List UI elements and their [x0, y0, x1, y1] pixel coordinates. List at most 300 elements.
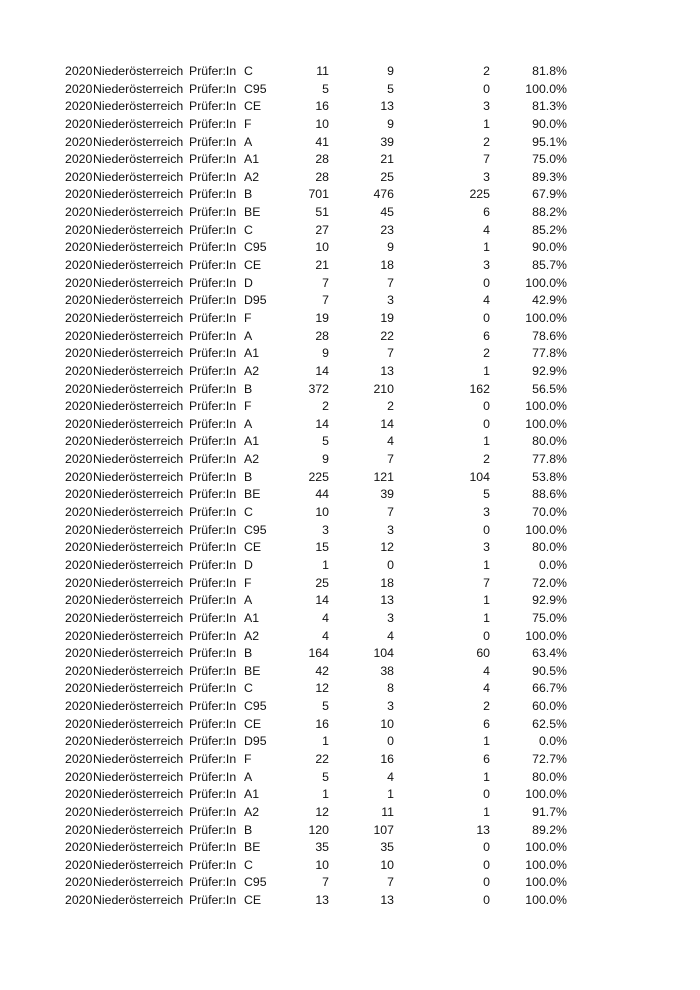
pass-rate-cell: 100.0%	[525, 310, 567, 325]
passed-cell: 45	[380, 205, 394, 220]
table-row	[0, 575, 700, 593]
total-cell: 10	[315, 240, 329, 255]
failed-cell: 1	[483, 593, 490, 608]
role-cell: Prüfer:In	[189, 699, 237, 714]
role-cell: Prüfer:In	[189, 593, 237, 608]
passed-cell: 16	[380, 751, 394, 766]
pass-rate-cell: 77.8%	[532, 346, 567, 361]
role-cell: Prüfer:In	[189, 681, 237, 696]
failed-cell: 1	[483, 557, 490, 572]
failed-cell: 2	[483, 346, 490, 361]
total-cell: 120	[308, 822, 329, 837]
region-cell: Niederösterreich	[93, 840, 184, 855]
total-cell: 25	[315, 575, 329, 590]
passed-cell: 3	[387, 610, 394, 625]
year-cell: 2020	[65, 310, 93, 325]
year-cell: 2020	[65, 505, 93, 520]
license-class-cell: A2	[244, 363, 260, 378]
pass-rate-cell: 72.0%	[532, 575, 567, 590]
pass-rate-cell: 100.0%	[525, 857, 567, 872]
table-row	[0, 839, 700, 857]
total-cell: 13	[315, 893, 329, 908]
license-class-cell: D95	[244, 293, 267, 308]
total-cell: 5	[322, 769, 329, 784]
year-cell: 2020	[65, 434, 93, 449]
year-cell: 2020	[65, 540, 93, 555]
total-cell: 16	[315, 716, 329, 731]
failed-cell: 2	[483, 699, 490, 714]
pass-rate-cell: 78.6%	[532, 328, 567, 343]
table-row	[0, 328, 700, 346]
passed-cell: 3	[387, 522, 394, 537]
role-cell: Prüfer:In	[189, 240, 237, 255]
region-cell: Niederösterreich	[93, 469, 184, 484]
pass-rate-cell: 53.8%	[532, 469, 567, 484]
failed-cell: 1	[483, 363, 490, 378]
pass-rate-cell: 92.9%	[532, 593, 567, 608]
table-row	[0, 769, 700, 787]
passed-cell: 38	[380, 663, 394, 678]
year-cell: 2020	[65, 81, 93, 96]
total-cell: 10	[315, 857, 329, 872]
passed-cell: 14	[380, 416, 394, 431]
passed-cell: 9	[387, 64, 394, 78]
passed-cell: 7	[387, 346, 394, 361]
role-cell: Prüfer:In	[189, 363, 237, 378]
role-cell: Prüfer:In	[189, 822, 237, 837]
role-cell: Prüfer:In	[189, 469, 237, 484]
role-cell: Prüfer:In	[189, 505, 237, 520]
license-class-cell: A	[244, 593, 253, 608]
pass-rate-cell: 90.5%	[532, 663, 567, 678]
pass-rate-cell: 100.0%	[525, 275, 567, 290]
license-class-cell: D95	[244, 734, 267, 749]
license-class-cell: F	[244, 751, 252, 766]
total-cell: 41	[315, 134, 329, 149]
passed-cell: 0	[387, 557, 394, 572]
total-cell: 5	[322, 434, 329, 449]
total-cell: 7	[322, 293, 329, 308]
role-cell: Prüfer:In	[189, 99, 237, 114]
year-cell: 2020	[65, 487, 93, 502]
table-row	[0, 81, 700, 99]
failed-cell: 1	[483, 434, 490, 449]
passed-cell: 39	[380, 134, 394, 149]
pass-rate-cell: 89.3%	[532, 169, 567, 184]
region-cell: Niederösterreich	[93, 575, 184, 590]
passed-cell: 12	[380, 540, 394, 555]
year-cell: 2020	[65, 751, 93, 766]
passed-cell: 476	[373, 187, 394, 202]
region-cell: Niederösterreich	[93, 169, 184, 184]
license-class-cell: B	[244, 822, 253, 837]
table-row	[0, 628, 700, 646]
table-row	[0, 522, 700, 540]
total-cell: 2	[322, 399, 329, 414]
table-row	[0, 857, 700, 875]
license-class-cell: BE	[244, 487, 261, 502]
failed-cell: 1	[483, 610, 490, 625]
role-cell: Prüfer:In	[189, 716, 237, 731]
role-cell: Prüfer:In	[189, 399, 237, 414]
license-class-cell: C95	[244, 699, 267, 714]
role-cell: Prüfer:In	[189, 328, 237, 343]
role-cell: Prüfer:In	[189, 416, 237, 431]
table-row	[0, 733, 700, 751]
total-cell: 16	[315, 99, 329, 114]
total-cell: 10	[315, 116, 329, 131]
passed-cell: 3	[387, 699, 394, 714]
year-cell: 2020	[65, 452, 93, 467]
total-cell: 11	[316, 64, 329, 78]
total-cell: 14	[315, 416, 329, 431]
table-row	[0, 186, 700, 204]
year-cell: 2020	[65, 346, 93, 361]
total-cell: 21	[315, 258, 329, 273]
passed-cell: 2	[387, 399, 394, 414]
pass-rate-cell: 0.0%	[538, 557, 567, 572]
total-cell: 14	[315, 593, 329, 608]
failed-cell: 5	[483, 487, 490, 502]
passed-cell: 4	[387, 769, 394, 784]
region-cell: Niederösterreich	[93, 328, 184, 343]
failed-cell: 2	[483, 134, 490, 149]
failed-cell: 0	[483, 399, 490, 414]
total-cell: 10	[315, 505, 329, 520]
table-row	[0, 204, 700, 222]
license-class-cell: F	[244, 310, 252, 325]
role-cell: Prüfer:In	[189, 540, 237, 555]
failed-cell: 4	[483, 293, 490, 308]
failed-cell: 3	[483, 169, 490, 184]
pass-rate-cell: 90.0%	[532, 240, 567, 255]
role-cell: Prüfer:In	[189, 64, 237, 78]
failed-cell: 1	[483, 734, 490, 749]
failed-cell: 0	[483, 416, 490, 431]
pass-rate-cell: 100.0%	[525, 893, 567, 908]
table-row	[0, 504, 700, 522]
total-cell: 19	[315, 310, 329, 325]
license-class-cell: A2	[244, 804, 260, 819]
region-cell: Niederösterreich	[93, 857, 184, 872]
passed-cell: 210	[373, 381, 394, 396]
license-class-cell: B	[244, 469, 253, 484]
total-cell: 5	[322, 699, 329, 714]
license-class-cell: CE	[244, 99, 262, 114]
license-class-cell: B	[244, 646, 253, 661]
passed-cell: 23	[380, 222, 394, 237]
license-class-cell: A	[244, 134, 253, 149]
total-cell: 15	[315, 540, 329, 555]
failed-cell: 104	[469, 469, 490, 484]
failed-cell: 1	[483, 240, 490, 255]
failed-cell: 0	[483, 81, 490, 96]
year-cell: 2020	[65, 822, 93, 837]
year-cell: 2020	[65, 99, 93, 114]
passed-cell: 7	[387, 505, 394, 520]
region-cell: Niederösterreich	[93, 540, 184, 555]
region-cell: Niederösterreich	[93, 187, 184, 202]
table-row	[0, 610, 700, 628]
pass-rate-cell: 0.0%	[538, 734, 567, 749]
pass-rate-cell: 66.7%	[532, 681, 567, 696]
license-class-cell: C95	[244, 875, 267, 890]
role-cell: Prüfer:In	[189, 169, 237, 184]
region-cell: Niederösterreich	[93, 681, 184, 696]
table-row	[0, 151, 700, 169]
license-class-cell: B	[244, 381, 253, 396]
passed-cell: 11	[381, 804, 394, 819]
region-cell: Niederösterreich	[93, 134, 184, 149]
table-row	[0, 239, 700, 257]
region-cell: Niederösterreich	[93, 787, 184, 802]
region-cell: Niederösterreich	[93, 240, 184, 255]
table-row	[0, 892, 700, 910]
failed-cell: 7	[483, 575, 490, 590]
year-cell: 2020	[65, 681, 93, 696]
license-class-cell: F	[244, 575, 252, 590]
year-cell: 2020	[65, 187, 93, 202]
pass-rate-cell: 100.0%	[525, 416, 567, 431]
year-cell: 2020	[65, 64, 93, 78]
table-row	[0, 822, 700, 840]
region-cell: Niederösterreich	[93, 381, 184, 396]
year-cell: 2020	[65, 769, 93, 784]
year-cell: 2020	[65, 557, 93, 572]
region-cell: Niederösterreich	[93, 593, 184, 608]
region-cell: Niederösterreich	[93, 505, 184, 520]
passed-cell: 13	[380, 363, 394, 378]
pass-rate-cell: 42.9%	[532, 293, 567, 308]
table-row	[0, 451, 700, 469]
pass-rate-cell: 88.2%	[532, 205, 567, 220]
license-class-cell: CE	[244, 258, 262, 273]
role-cell: Prüfer:In	[189, 205, 237, 220]
region-cell: Niederösterreich	[93, 522, 184, 537]
role-cell: Prüfer:In	[189, 787, 237, 802]
table-row	[0, 257, 700, 275]
role-cell: Prüfer:In	[189, 310, 237, 325]
role-cell: Prüfer:In	[189, 134, 237, 149]
passed-cell: 19	[380, 310, 394, 325]
year-cell: 2020	[65, 363, 93, 378]
region-cell: Niederösterreich	[93, 222, 184, 237]
year-cell: 2020	[65, 275, 93, 290]
pass-rate-cell: 100.0%	[525, 875, 567, 890]
year-cell: 2020	[65, 293, 93, 308]
license-class-cell: D	[244, 275, 253, 290]
failed-cell: 2	[483, 64, 490, 78]
pass-rate-cell: 70.0%	[532, 505, 567, 520]
failed-cell: 3	[483, 505, 490, 520]
total-cell: 7	[322, 875, 329, 890]
year-cell: 2020	[65, 840, 93, 855]
pass-rate-cell: 80.0%	[532, 540, 567, 555]
role-cell: Prüfer:In	[189, 522, 237, 537]
table-row	[0, 363, 700, 381]
role-cell: Prüfer:In	[189, 875, 237, 890]
license-class-cell: A1	[244, 434, 260, 449]
year-cell: 2020	[65, 716, 93, 731]
table-row	[0, 381, 700, 399]
role-cell: Prüfer:In	[189, 222, 237, 237]
table-row	[0, 680, 700, 698]
pass-rate-cell: 75.0%	[532, 152, 567, 167]
region-cell: Niederösterreich	[93, 416, 184, 431]
failed-cell: 1	[483, 769, 490, 784]
failed-cell: 0	[483, 840, 490, 855]
table-row	[0, 804, 700, 822]
region-cell: Niederösterreich	[93, 769, 184, 784]
license-class-cell: C95	[244, 522, 267, 537]
passed-cell: 9	[387, 116, 394, 131]
region-cell: Niederösterreich	[93, 293, 184, 308]
license-class-cell: C95	[244, 240, 267, 255]
total-cell: 225	[308, 469, 329, 484]
region-cell: Niederösterreich	[93, 716, 184, 731]
year-cell: 2020	[65, 381, 93, 396]
table-row	[0, 98, 700, 116]
license-class-cell: B	[244, 187, 253, 202]
failed-cell: 7	[483, 152, 490, 167]
region-cell: Niederösterreich	[93, 751, 184, 766]
failed-cell: 0	[483, 310, 490, 325]
role-cell: Prüfer:In	[189, 840, 237, 855]
year-cell: 2020	[65, 522, 93, 537]
license-class-cell: A1	[244, 152, 260, 167]
passed-cell: 18	[380, 258, 394, 273]
total-cell: 27	[315, 222, 329, 237]
region-cell: Niederösterreich	[93, 452, 184, 467]
year-cell: 2020	[65, 857, 93, 872]
license-class-cell: C	[244, 505, 253, 520]
pass-rate-cell: 91.7%	[532, 804, 567, 819]
region-cell: Niederösterreich	[93, 399, 184, 414]
role-cell: Prüfer:In	[189, 751, 237, 766]
region-cell: Niederösterreich	[93, 363, 184, 378]
total-cell: 9	[322, 452, 329, 467]
year-cell: 2020	[65, 646, 93, 661]
role-cell: Prüfer:In	[189, 152, 237, 167]
role-cell: Prüfer:In	[189, 857, 237, 872]
passed-cell: 39	[380, 487, 394, 502]
pass-rate-cell: 88.6%	[532, 487, 567, 502]
total-cell: 9	[322, 346, 329, 361]
failed-cell: 6	[483, 205, 490, 220]
table-row	[0, 416, 700, 434]
pass-rate-cell: 80.0%	[532, 769, 567, 784]
year-cell: 2020	[65, 734, 93, 749]
total-cell: 28	[315, 328, 329, 343]
passed-cell: 5	[387, 81, 394, 96]
table-row	[0, 557, 700, 575]
license-class-cell: A	[244, 769, 253, 784]
license-class-cell: A2	[244, 452, 260, 467]
license-class-cell: BE	[244, 840, 261, 855]
total-cell: 28	[315, 152, 329, 167]
region-cell: Niederösterreich	[93, 893, 184, 908]
region-cell: Niederösterreich	[93, 258, 184, 273]
region-cell: Niederösterreich	[93, 81, 184, 96]
total-cell: 164	[308, 646, 329, 661]
failed-cell: 0	[483, 857, 490, 872]
table-row	[0, 469, 700, 487]
pass-rate-cell: 62.5%	[532, 716, 567, 731]
year-cell: 2020	[65, 205, 93, 220]
pass-rate-cell: 81.3%	[532, 99, 567, 114]
year-cell: 2020	[65, 699, 93, 714]
failed-cell: 1	[483, 116, 490, 131]
region-cell: Niederösterreich	[93, 116, 184, 131]
region-cell: Niederösterreich	[93, 205, 184, 220]
failed-cell: 4	[483, 663, 490, 678]
license-class-cell: C	[244, 222, 253, 237]
role-cell: Prüfer:In	[189, 769, 237, 784]
year-cell: 2020	[65, 328, 93, 343]
passed-cell: 8	[387, 681, 394, 696]
failed-cell: 3	[483, 99, 490, 114]
failed-cell: 6	[483, 751, 490, 766]
pass-rate-cell: 100.0%	[525, 522, 567, 537]
license-class-cell: C	[244, 857, 253, 872]
role-cell: Prüfer:In	[189, 346, 237, 361]
table-row	[0, 222, 700, 240]
failed-cell: 0	[483, 787, 490, 802]
license-class-cell: BE	[244, 663, 261, 678]
region-cell: Niederösterreich	[93, 64, 184, 78]
role-cell: Prüfer:In	[189, 628, 237, 643]
year-cell: 2020	[65, 893, 93, 908]
year-cell: 2020	[65, 593, 93, 608]
total-cell: 1	[322, 787, 329, 802]
license-class-cell: BE	[244, 205, 261, 220]
total-cell: 35	[315, 840, 329, 855]
passed-cell: 18	[380, 575, 394, 590]
passed-cell: 107	[373, 822, 394, 837]
pass-rate-cell: 75.0%	[532, 610, 567, 625]
year-cell: 2020	[65, 575, 93, 590]
table-row	[0, 169, 700, 187]
total-cell: 51	[315, 205, 329, 220]
failed-cell: 162	[469, 381, 490, 396]
passed-cell: 121	[373, 469, 394, 484]
role-cell: Prüfer:In	[189, 734, 237, 749]
role-cell: Prüfer:In	[189, 610, 237, 625]
region-cell: Niederösterreich	[93, 699, 184, 714]
region-cell: Niederösterreich	[93, 822, 184, 837]
spreadsheet-table	[0, 63, 700, 910]
passed-cell: 35	[380, 840, 394, 855]
total-cell: 22	[315, 751, 329, 766]
role-cell: Prüfer:In	[189, 381, 237, 396]
year-cell: 2020	[65, 240, 93, 255]
year-cell: 2020	[65, 804, 93, 819]
passed-cell: 4	[387, 434, 394, 449]
license-class-cell: F	[244, 399, 252, 414]
pass-rate-cell: 100.0%	[525, 81, 567, 96]
failed-cell: 0	[483, 875, 490, 890]
total-cell: 372	[308, 381, 329, 396]
pass-rate-cell: 60.0%	[532, 699, 567, 714]
role-cell: Prüfer:In	[189, 258, 237, 273]
passed-cell: 22	[380, 328, 394, 343]
total-cell: 7	[322, 275, 329, 290]
year-cell: 2020	[65, 628, 93, 643]
license-class-cell: C	[244, 64, 253, 78]
region-cell: Niederösterreich	[93, 434, 184, 449]
pass-rate-cell: 56.5%	[532, 381, 567, 396]
pass-rate-cell: 72.7%	[532, 751, 567, 766]
